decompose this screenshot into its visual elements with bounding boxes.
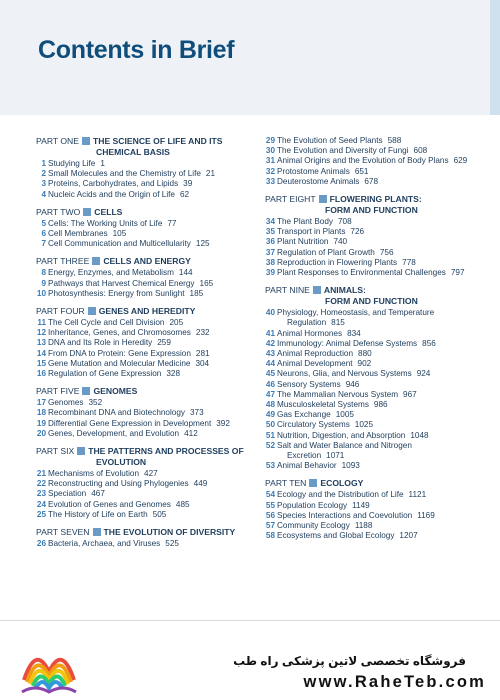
chapter-number: 39	[265, 268, 275, 278]
chapter-entry	[265, 349, 490, 359]
chapter-entry	[265, 410, 490, 420]
part-title: THE EVOLUTION OF DIVERSITY	[103, 527, 236, 538]
chapter-page: 125	[195, 239, 210, 249]
chapter-number: 6	[41, 229, 46, 239]
chapter-page: 304	[195, 358, 210, 368]
part-heading	[265, 478, 490, 489]
chapter-number: 58	[265, 531, 275, 541]
chapter-title: Ecosystems and Global Ecology	[277, 531, 395, 541]
chapter-number: 57	[265, 521, 275, 531]
chapter-entry	[36, 318, 262, 328]
chapter-number: 47	[265, 389, 275, 399]
chapter-number: 12	[36, 328, 46, 338]
chapter-number: 3	[41, 179, 46, 189]
chapter-title: Animal Hormones	[277, 328, 343, 338]
footer-divider	[0, 620, 500, 621]
chapter-number: 8	[41, 268, 46, 278]
title-banner	[0, 0, 500, 115]
chapter-title: From DNA to Protein: Gene Expression	[48, 348, 191, 358]
chapter-entry	[36, 479, 262, 489]
chapter-number: 19	[36, 418, 46, 428]
chapter-page: 144	[178, 268, 193, 278]
chapter-entry	[36, 268, 262, 278]
chapter-title-continued	[277, 318, 490, 328]
part-square-icon	[88, 307, 96, 315]
chapter-title: The History of Life on Earth	[48, 509, 148, 519]
part-title-continued: EVOLUTION	[96, 457, 147, 468]
chapter-page: 1005	[335, 410, 354, 420]
chapter-number: 35	[265, 227, 275, 237]
chapter-page: 373	[190, 408, 204, 418]
chapter-page: 726	[350, 227, 365, 237]
chapter-page: 427	[144, 469, 158, 479]
chapter-number: 50	[265, 420, 275, 430]
chapter-entry	[36, 190, 262, 200]
chapter-page: 756	[379, 247, 394, 257]
chapter-number: 42	[265, 338, 275, 348]
chapter-entry	[265, 227, 490, 237]
chapter-page: 485	[175, 499, 190, 509]
chapter-page: 467	[91, 489, 105, 499]
store-url: www.RaheTeb.com	[303, 673, 486, 691]
part-square-icon	[319, 195, 327, 203]
chapter-entry	[36, 179, 262, 189]
chapter-page: 62	[179, 189, 190, 199]
part-title-continued: FORM AND FUNCTION	[325, 205, 418, 216]
chapter-entry	[265, 136, 490, 146]
chapter-title: Recombinant DNA and Biotechnology	[48, 408, 185, 418]
chapter-entry	[265, 490, 490, 500]
chapter-entry	[36, 349, 262, 359]
banner-edge-strip	[490, 0, 500, 115]
chapter-title: Species Interactions and Coevolution	[277, 510, 413, 520]
chapter-page: 1093	[341, 461, 360, 471]
chapter-page: 708	[337, 217, 352, 227]
part-title: THE SCIENCE OF LIFE AND ITS	[92, 136, 223, 146]
chapter-entry	[265, 531, 490, 541]
chapter-number: 31	[265, 156, 275, 166]
chapter-title: Cell Membranes	[48, 229, 108, 239]
chapter-page: 1188	[354, 521, 373, 531]
chapter-page: 856	[422, 338, 436, 348]
part-title: ANIMALS:	[323, 285, 366, 296]
chapter-number: 2	[41, 169, 46, 179]
chapter-entry	[265, 461, 490, 471]
part-heading	[265, 285, 490, 307]
chapter-title: Photosynthesis: Energy from Sunlight	[48, 288, 185, 298]
chapter-number: 37	[265, 247, 275, 257]
chapter-title: Inheritance, Genes, and Chromosomes	[48, 328, 191, 338]
chapter-entry	[36, 489, 262, 499]
chapter-number: 16	[36, 369, 46, 379]
part-title: ECOLOGY	[320, 478, 364, 489]
part-title: GENOMES	[93, 386, 138, 397]
chapter-entry	[265, 248, 490, 258]
chapter-title: The Evolution of Seed Plants	[277, 136, 383, 145]
chapter-title: The Cell Cycle and Cell Division	[48, 318, 165, 328]
chapter-page: 880	[358, 349, 372, 359]
chapter-number: 36	[265, 237, 275, 247]
chapter-page: 1071	[326, 451, 345, 461]
part-square-icon	[77, 447, 85, 455]
chapter-title: Nutrition, Digestion, and Absorption	[277, 430, 406, 440]
part-square-icon	[83, 208, 91, 216]
chapter-page: 352	[88, 398, 103, 408]
chapter-page: 651	[354, 166, 369, 176]
part-number: PART THREE	[36, 256, 90, 267]
store-name-persian: فروشگاه تخصصی لاتین پزشکی راه طب	[233, 654, 466, 668]
chapter-page: 105	[112, 229, 127, 239]
chapter-title: Evolution of Genes and Genomes	[48, 499, 171, 509]
chapter-number: 5	[41, 218, 46, 228]
chapter-title: Animal Origins and the Evolution of Body Plans	[277, 156, 449, 166]
chapter-entry	[265, 359, 490, 369]
part-heading	[36, 306, 262, 317]
chapter-title: Community Ecology	[277, 521, 350, 531]
chapter-page: 797	[450, 268, 465, 278]
chapter-title: Regulation of Gene Expression	[48, 369, 162, 379]
part-square-icon	[92, 257, 100, 265]
chapter-entry	[36, 338, 262, 348]
chapter-entry	[36, 328, 262, 338]
chapter-title: Regulation of Plant Growth	[277, 247, 375, 257]
chapter-page: 608	[413, 146, 428, 156]
part-square-icon	[313, 286, 321, 294]
chapter-title: The Mammalian Nervous System	[277, 389, 399, 399]
chapter-page: 77	[167, 218, 177, 228]
contents-left-column	[36, 136, 262, 549]
chapter-number: 7	[41, 239, 46, 249]
chapter-number: 55	[265, 500, 275, 510]
chapter-page: 281	[195, 348, 210, 358]
chapter-entry	[36, 408, 262, 418]
chapter-number: 24	[36, 499, 46, 509]
chapter-entry	[36, 159, 262, 169]
chapter-title: Plant Responses to Environmental Challenges	[277, 268, 446, 278]
chapter-page: 21	[205, 169, 216, 179]
chapter-title: Circulatory Systems	[277, 420, 350, 430]
chapter-page: 924	[416, 369, 431, 379]
chapter-title: Protostome Animals	[277, 166, 350, 176]
chapter-title: Genomes	[48, 398, 84, 408]
chapter-title: Studying Life	[48, 159, 96, 168]
chapter-entry	[265, 237, 490, 247]
chapter-number: 52	[265, 440, 275, 450]
chapter-number: 29	[265, 136, 275, 145]
chapter-number: 21	[36, 469, 46, 479]
chapter-page: 39	[183, 179, 193, 189]
chapter-title: Deuterostome Animals	[277, 176, 360, 186]
chapter-number: 11	[37, 318, 46, 328]
chapter-entry	[265, 431, 490, 441]
chapter-page: 1025	[354, 420, 374, 430]
book-rainbow-logo-icon	[18, 640, 80, 698]
part-title: THE PATTERNS AND PROCESSES OF	[88, 446, 244, 457]
chapter-entry	[265, 156, 490, 166]
chapter-number: 20	[36, 428, 46, 438]
chapter-number: 17	[36, 398, 46, 408]
chapter-page: 967	[403, 389, 417, 399]
chapter-number: 23	[36, 489, 46, 499]
part-number: PART TEN	[265, 478, 307, 489]
part-heading	[265, 194, 490, 216]
chapter-entry	[265, 400, 490, 410]
chapter-entry	[265, 339, 490, 349]
chapter-page: 232	[195, 328, 210, 338]
chapter-number: 41	[265, 328, 275, 338]
chapter-entry	[265, 521, 490, 531]
chapter-title-line2: Regulation	[287, 318, 327, 328]
chapter-title: Reconstructing and Using Phylogenies	[48, 479, 189, 489]
part-heading	[36, 207, 262, 218]
chapter-page: 412	[184, 428, 198, 438]
chapter-number: 22	[36, 479, 46, 489]
chapter-title: Sensory Systems	[277, 379, 341, 389]
chapter-page: 525	[165, 539, 179, 549]
chapter-title: Cell Communication and Multicellularity	[48, 239, 191, 249]
part-heading	[36, 527, 262, 538]
chapter-entry	[36, 239, 262, 249]
chapter-entry	[36, 429, 262, 439]
chapter-page: 1149	[352, 500, 370, 510]
chapter-page: 1121	[408, 490, 427, 500]
chapter-number: 38	[265, 257, 275, 267]
chapter-title: Population Ecology	[277, 500, 348, 510]
chapter-entry	[265, 217, 490, 227]
part-title: GENES AND HEREDITY	[98, 306, 196, 317]
chapter-entry	[265, 329, 490, 339]
chapter-title: The Evolution and Diversity of Fungi	[277, 146, 409, 156]
chapter-number: 53	[265, 461, 275, 471]
chapter-number: 10	[36, 288, 46, 298]
chapter-page: 902	[357, 359, 372, 369]
chapter-number: 54	[265, 490, 275, 500]
part-heading	[36, 386, 262, 397]
chapter-number: 56	[265, 510, 275, 520]
part-title-continued: FORM AND FUNCTION	[325, 296, 418, 307]
part-square-icon	[93, 528, 101, 536]
chapter-title: Animal Reproduction	[277, 349, 354, 359]
chapter-entry	[265, 308, 490, 328]
chapter-number: 46	[265, 379, 275, 389]
part-title-continued: CHEMICAL BASIS	[96, 147, 170, 157]
chapter-entry	[265, 268, 490, 278]
part-title: CELLS	[94, 206, 123, 217]
chapter-title: Mechanisms of Evolution	[48, 469, 140, 479]
chapter-number: 15	[36, 358, 46, 368]
part-number: PART SIX	[36, 446, 75, 457]
part-number: PART NINE	[265, 285, 310, 296]
chapter-entry	[36, 219, 262, 229]
chapter-entry	[265, 501, 490, 511]
chapter-title: Gene Mutation and Molecular Medicine	[48, 358, 191, 368]
part-heading	[36, 446, 262, 468]
chapter-page: 1	[100, 159, 105, 168]
chapter-number: 25	[36, 509, 46, 519]
chapter-number: 44	[265, 359, 275, 369]
part-number: PART EIGHT	[265, 194, 316, 205]
chapter-title: Plant Nutrition	[277, 237, 329, 247]
chapter-title: Energy, Enzymes, and Metabolism	[48, 268, 174, 278]
part-number: PART ONE	[36, 136, 79, 146]
chapter-number: 9	[41, 278, 46, 288]
chapter-number: 48	[265, 400, 275, 410]
chapter-title: The Plant Body	[277, 217, 333, 227]
chapter-page: 834	[347, 328, 361, 338]
chapter-entry	[36, 169, 262, 179]
chapter-title: Neurons, Glia, and Nervous Systems	[277, 369, 412, 379]
chapter-title: Pathways that Harvest Chemical Energy	[48, 278, 195, 288]
chapter-entry	[265, 258, 490, 268]
chapter-title: Animal Development	[277, 359, 353, 369]
part-heading	[36, 136, 262, 158]
chapter-number: 26	[36, 539, 46, 549]
chapter-number: 34	[265, 217, 275, 227]
chapter-page: 1048	[410, 430, 429, 440]
chapter-title: Physiology, Homeostasis, and Temperature	[277, 308, 435, 318]
chapter-entry	[265, 146, 490, 156]
chapter-page: 1207	[399, 531, 418, 541]
chapter-entry	[265, 177, 490, 187]
chapter-entry	[36, 500, 262, 510]
chapter-title: Nucleic Acids and the Origin of Life	[48, 189, 175, 199]
chapter-number: 43	[265, 349, 275, 359]
chapter-title: Bacteria, Archaea, and Viruses	[48, 539, 161, 549]
chapter-page: 259	[157, 338, 171, 348]
chapter-entry	[265, 511, 490, 521]
chapter-title: Animal Behavior	[277, 461, 337, 471]
chapter-page: 986	[373, 400, 388, 410]
watermark-footer	[0, 640, 500, 700]
chapter-title: Gas Exchange	[277, 410, 331, 420]
chapter-title-continued	[277, 451, 490, 461]
chapter-page: 678	[364, 176, 379, 186]
chapter-entry	[36, 398, 262, 408]
chapter-title: Reproduction in Flowering Plants	[277, 257, 398, 267]
chapter-entry	[36, 359, 262, 369]
chapter-page: 328	[166, 369, 181, 379]
part-heading	[36, 256, 262, 267]
chapter-entry	[265, 167, 490, 177]
chapter-number: 1	[41, 159, 46, 168]
chapter-number: 32	[265, 166, 275, 176]
chapter-title: Small Molecules and the Chemistry of Life	[48, 169, 201, 179]
chapter-number: 40	[265, 308, 275, 318]
chapter-number: 45	[265, 369, 275, 379]
part-title: CELLS AND ENERGY	[103, 256, 191, 267]
chapter-title: Immunology: Animal Defense Systems	[277, 338, 418, 348]
chapter-title: Salt and Water Balance and Nitrogen	[277, 440, 412, 450]
chapter-entry	[36, 469, 262, 479]
chapter-number: 51	[265, 430, 275, 440]
chapter-entry	[36, 279, 262, 289]
chapter-title-line2: Excretion	[287, 451, 322, 461]
chapter-number: 30	[265, 146, 275, 156]
part-number: PART TWO	[36, 206, 81, 217]
chapter-page: 185	[189, 288, 204, 298]
chapter-entry	[265, 380, 490, 390]
chapter-entry	[36, 369, 262, 379]
part-number: PART FOUR	[36, 306, 85, 317]
chapter-page: 946	[345, 379, 360, 389]
chapter-number: 4	[41, 189, 46, 199]
chapter-number: 33	[265, 176, 275, 186]
chapter-page: 588	[387, 136, 402, 145]
part-square-icon	[82, 387, 90, 395]
chapter-number: 13	[36, 338, 46, 348]
part-number: PART SEVEN	[36, 527, 90, 538]
chapter-entry	[265, 390, 490, 400]
part-number: PART FIVE	[36, 386, 80, 397]
part-title: FLOWERING PLANTS:	[329, 194, 422, 205]
chapter-page: 449	[193, 479, 208, 489]
contents-right-column	[265, 136, 490, 542]
chapter-entry	[36, 510, 262, 520]
chapter-title: Speciation	[48, 489, 87, 499]
chapter-page: 392	[216, 418, 230, 428]
chapter-page: 205	[169, 318, 184, 328]
chapter-number: 14	[36, 348, 46, 358]
chapter-title: Proteins, Carbohydrates, and Lipids	[48, 179, 179, 189]
chapter-page: 740	[333, 237, 348, 247]
chapter-entry	[36, 539, 262, 549]
chapter-title: Transport in Plants	[277, 227, 346, 237]
chapter-number: 18	[36, 408, 46, 418]
chapter-entry	[36, 419, 262, 429]
chapter-page: 778	[402, 257, 416, 267]
chapter-entry	[36, 229, 262, 239]
chapter-entry	[265, 420, 490, 430]
part-square-icon	[82, 137, 90, 145]
chapter-title: Genes, Development, and Evolution	[48, 428, 180, 438]
chapter-entry	[265, 441, 490, 461]
chapter-page: 165	[199, 278, 214, 288]
chapter-title: Musculoskeletal Systems	[277, 400, 369, 410]
chapter-title: Differential Gene Expression in Development	[48, 418, 212, 428]
chapter-title: Ecology and the Distribution of Life	[277, 490, 404, 500]
chapter-entry	[36, 289, 262, 299]
chapter-entry	[265, 369, 490, 379]
chapter-page: 815	[331, 318, 345, 328]
page-title: Contents in Brief	[38, 36, 235, 64]
chapter-page: 505	[152, 509, 167, 519]
chapter-page: 1169	[417, 510, 435, 520]
chapter-page: 629	[453, 156, 468, 166]
part-square-icon	[309, 479, 317, 487]
chapter-number: 49	[265, 410, 275, 420]
chapter-title: DNA and Its Role in Heredity	[48, 338, 153, 348]
chapter-title: Cells: The Working Units of Life	[48, 218, 163, 228]
